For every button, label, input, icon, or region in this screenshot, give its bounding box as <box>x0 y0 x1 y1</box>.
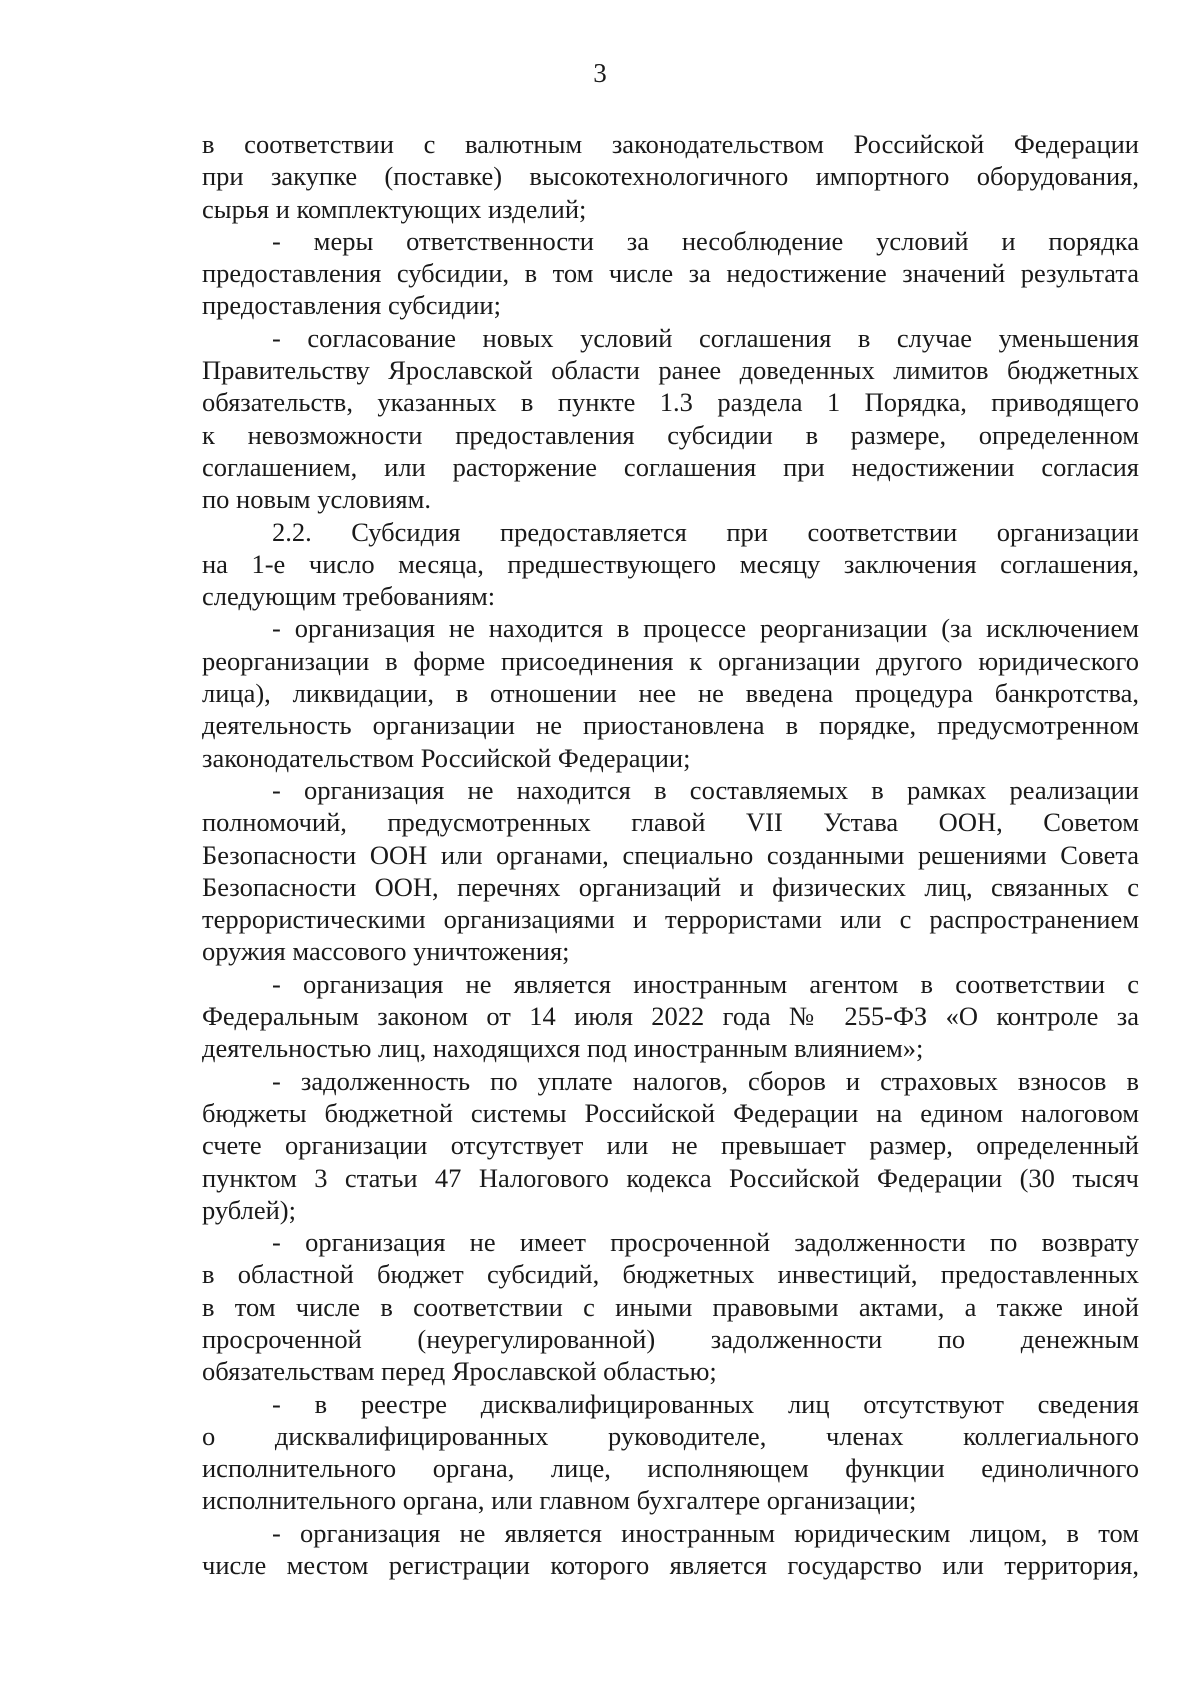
text-line: Федеральным законом от 14 июля 2022 года № 255-ФЗ «О контроле за <box>202 1001 1139 1032</box>
text-line: - организация не имеет просроченной задолженности по возврату <box>272 1227 1139 1258</box>
text-line: сырья и комплектующих изделий; <box>202 193 587 224</box>
text-line: Безопасности ООН, перечнях организаций и физических лиц, связанных с <box>202 871 1139 902</box>
text-line: к невозможности предоставления субсидии в размере, определенном <box>202 419 1139 450</box>
text-line: просроченной (неурегулированной) задолженности по денежным <box>202 1323 1139 1354</box>
text-line: - организация не находится в процессе реорганизации (за исключением <box>272 613 1139 644</box>
text-line: о дисквалифицированных руководителе, членах коллегиального <box>202 1420 1139 1451</box>
text-line: Правительству Ярославской области ранее доведенных лимитов бюджетных <box>202 355 1139 386</box>
text-line: реорганизации в форме присоединения к организации другого юридического <box>202 645 1139 676</box>
document-body <box>202 128 1139 1581</box>
text-line: бюджеты бюджетной системы Российской Федерации на едином налоговом <box>202 1097 1139 1128</box>
paragraph <box>202 612 1139 773</box>
paragraph <box>202 322 1139 516</box>
text-line: - согласование новых условий соглашения в случае уменьшения <box>272 322 1139 353</box>
text-line: - меры ответственности за несоблюдение условий и порядка <box>272 225 1139 256</box>
text-line: террористическими организациями и террористами или с распространением <box>202 904 1139 935</box>
text-line: законодательством Российской Федерации; <box>202 742 691 773</box>
text-line: в областной бюджет субсидий, бюджетных инвестиций, предоставленных <box>202 1259 1139 1290</box>
text-line: рублей); <box>202 1194 296 1225</box>
text-line: обязательствам перед Ярославской областью; <box>202 1356 717 1387</box>
text-line: 2.2. Субсидия предоставляется при соответствии организации <box>272 516 1139 547</box>
text-line: соглашением, или расторжение соглашения при недостижении согласия <box>202 451 1139 482</box>
text-line: - организация не является иностранным агентом в соответствии с <box>272 968 1139 999</box>
text-line: деятельностью лиц, находящихся под иностранным влиянием»; <box>202 1033 924 1064</box>
text-line: лица), ликвидации, в отношении нее не введена процедура банкротства, <box>202 678 1139 709</box>
paragraph <box>202 1226 1139 1387</box>
text-line: деятельность организации не приостановлена в порядке, предусмотренном <box>202 710 1139 741</box>
text-line: обязательств, указанных в пункте 1.3 раздела 1 Порядка, приводящего <box>202 387 1139 418</box>
paragraph <box>202 1517 1139 1582</box>
text-line: в соответствии с валютным законодательством Российской Федерации <box>202 129 1139 159</box>
text-line: следующим требованиям: <box>202 581 496 612</box>
paragraph <box>202 225 1139 322</box>
text-line: исполнительного органа, лице, исполняющем функции единоличного <box>202 1453 1139 1484</box>
text-line: в том числе в соответствии с иными правовыми актами, а также иной <box>202 1291 1139 1322</box>
page-number: 3 <box>593 58 607 88</box>
text-line: предоставления субсидии; <box>202 290 501 321</box>
text-line: на 1-е число месяца, предшествующего месяцу заключения соглашения, <box>202 548 1139 579</box>
text-line: оружия массового уничтожения; <box>202 936 570 967</box>
text-line: - организация не находится в составляемых в рамках реализации <box>272 774 1139 805</box>
text-line: числе местом регистрации которого является государство или территория, <box>202 1550 1139 1581</box>
text-line: предоставления субсидии, в том числе за недостижение значений результата <box>202 258 1139 289</box>
text-line: Безопасности ООН или органами, специально созданными решениями Совета <box>202 839 1139 870</box>
paragraph <box>202 516 1139 613</box>
text-line: при закупке (поставке) высокотехнологичного импортного оборудования, <box>202 161 1139 192</box>
text-line: - организация не является иностранным юридическим лицом, в том <box>272 1517 1139 1548</box>
paragraph <box>202 1065 1139 1226</box>
text-line: счете организации отсутствует или не превышает размер, определенный <box>202 1130 1139 1161</box>
text-line: полномочий, предусмотренных главой VII Устава ООН, Советом <box>202 807 1139 838</box>
text-line: - задолженность по уплате налогов, сборов и страховых взносов в <box>272 1065 1139 1096</box>
paragraph <box>202 774 1139 968</box>
paragraph <box>202 1388 1139 1517</box>
text-line: по новым условиям. <box>202 484 431 515</box>
paragraph <box>202 128 1139 225</box>
paragraph <box>202 968 1139 1065</box>
text-line: пунктом 3 статьи 47 Налогового кодекса Российской Федерации (30 тысяч <box>202 1162 1139 1193</box>
text-line: - в реестре дисквалифицированных лиц отсутствуют сведения <box>272 1388 1139 1419</box>
text-line: исполнительного органа, или главном бухгалтере организации; <box>202 1485 917 1516</box>
